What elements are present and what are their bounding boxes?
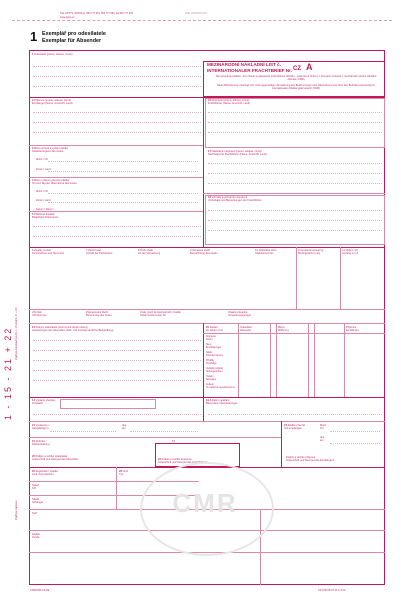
country-code: CZ [293,66,301,72]
col-packing: 8 Druh obalu Art der Verpackung [138,249,161,255]
col-weight: 11 Hrubá hmotnost kg Bruttogewicht in kg [298,249,324,255]
box17-line [208,163,382,164]
rule [29,247,385,248]
rule [203,333,385,334]
sum-label: Zaplatí Kunde [32,533,40,539]
box16-label: 16 Dopravce (jméno, adresa, země) Frachtführer (Name, Anschrift, Land) [208,99,251,105]
box17-label: 17 Následující dopravci (jméno, adresa, země) Nachfolgende Frachtführer (Name, Anschrift, Land) [208,150,267,156]
box14-label: 14 Výplatní předpisy Frankatur [32,399,56,405]
box18-line [208,210,382,211]
box19-label: 19 Zvláštní ujednání Besondere Vereinbarungen [206,399,238,405]
box2-label: 2 Příjemce (jméno, adresa, země) Empfänger (Name, Anschrift, Land) [32,99,73,105]
box16-line [208,132,382,133]
box3-city-label: Místo / Ort [36,158,49,161]
box3-line [48,171,198,172]
vehicle-trailer-label: Návěs Anhänger [32,498,44,504]
charge-other: Ostatní Sonstiges [206,376,217,381]
rule [29,211,203,212]
charges-col [270,323,271,397]
title-cz: MEZINÁRODNÍ NÁKLADNÍ LIST č. [207,62,282,67]
box13-line [33,380,201,381]
rule [29,177,203,178]
box4-line [48,202,198,203]
adr-name: Pojmenování zboží Benennung des Gutes [86,311,112,317]
box24-line [330,431,380,432]
box21-label: 21 Vystaveno v Ausgefertigt in [32,424,50,430]
box4-country-label: Země / Land [36,199,51,202]
box24-label: 24 Zásilku převzal Gut empfangen [284,424,305,430]
charge-total: Celkem Zu zahlende Gesamtsumme [206,384,235,389]
side-instruction-1: Vyplňuje odesílatel (oddíly 1 - 15 včetně, 21 + 22) [15,307,18,360]
box16-frame [205,98,385,148]
box5-line [33,236,201,237]
box18-line [208,230,382,231]
box4-label: 4 Místo a datum převzetí zásilky Ort und Tag der Übernahme des Gutes [32,179,77,185]
charge-other-fees: Vedlejší poplatky Nebengebühren [206,368,224,373]
box14-input[interactable] [60,399,156,409]
vehicle-col [116,467,117,509]
tear-line [12,20,392,21]
charge-balance: Saldo Zwischensumme [206,352,224,357]
charges-col [344,323,345,397]
box24-date-label: dne am [320,436,325,442]
box21-date-label: dne am [122,424,127,430]
box13-line [33,350,201,351]
box3-label: 3 Místo určené k vydání zásilky Auslieferungsort des Gutes [32,147,69,153]
charges-head-currency: Měna Währung [278,326,289,332]
box21-line [50,431,116,432]
title-de: INTERNATIONALER FRACHTBRIEF Nr. [207,67,292,73]
charges-col [276,323,277,397]
box15-label: 15 Dobírka Rückerstattung [32,440,50,446]
box19-line [208,414,382,415]
box2-line [33,112,201,113]
box26-label: 26 Druh Typ [119,470,129,476]
adr-labels: Čísla vzorů bezpečnostních značek Gefahrzettelmuster-Nr. [140,311,181,317]
copy-title-cz: Exemplář pro odesílatele [42,31,106,37]
box13-line [33,340,201,341]
cmr-watermark: CMR [172,488,238,518]
box22-label: 22 Podpis a razítko odesílatele Unterschrift und Stempel des Absenders [32,455,79,461]
box18-line [208,220,382,221]
col-marks: 6 Značky a čísla Kennzeichen und Nummern [32,249,65,255]
box4-line [48,193,198,194]
rule [29,309,385,310]
footer-right: OP 1008 06.07.16 1/ 5.09 [318,589,346,592]
rule [29,397,385,398]
box1-line [33,86,201,87]
rule [29,145,203,146]
box13-line [33,370,201,371]
rule [203,193,385,194]
column-divider [203,323,204,397]
charges-head-sender: Odesílatel Absender [240,326,252,332]
side-instruction-2: Vyplňuje dopravce [15,500,18,520]
side-section-numbers: 1 - 15 - 21 + 22 [3,326,13,420]
box4-city-label: Místo / Ort [36,190,49,193]
box24-sign-label: Podpis a razítko příjemce Unterschrift und Stempel des Empfängers [286,456,335,462]
column-divider [203,397,204,421]
printer-website: www.optys.cz [60,16,75,19]
printer-info: Tisk OPTYS, OPAVA tel. 553 777 951, 553 777 953, fax 553 777 978 [60,12,133,15]
box15-suffix: Kč [172,440,176,443]
column-divider [281,421,282,467]
box23-label: 23 Podpis a razítko dopravce Unterschrift und Stempel des Frachtführers [158,458,208,464]
charges-head-consignee: Příjemce Empfänger [346,326,359,332]
box24-line [330,443,380,444]
box1-line [33,76,201,77]
box1-line [33,66,201,67]
adr-un: UN číslo UN-Nummer [32,311,47,317]
box4-date-label: Datum / Datum [36,208,54,211]
vehicle-tractor-label: Tahač Kfz [32,484,39,490]
box5-line [33,226,201,227]
box24-place-label: Místo Ort [320,424,327,430]
copy-number: 1 [30,29,38,44]
charge-reductions: Slevy Ermäßigungen [206,344,222,349]
box2-line [33,132,201,133]
charges-col [308,323,309,397]
rule [29,437,281,438]
box16-line [208,112,382,113]
box13-label: 13 Pokyny odesílatele (celní a jiné úřední úkony) Anweisungen des Absenders (Zoll- und sonstige amtliche Behandlung) [32,326,114,332]
box18-label: 18 Výhrady a poznámky dopravce Vorbehalte und Bemerkungen der Frachtführer [208,196,262,202]
box21-line [130,431,198,432]
cmr-notice-cz: Tato přeprava podléhá - bez ohledu na jakoukoliv protichůdnou doložku - ustanovení Úmluvy o přepravní smlouvě v mezinárodní silniční nákladní dopravě (CMR) [215,75,377,81]
charge-supplements: Přirážky Zuschläge [206,360,217,365]
copy-title-de: Exemplar für Absender [42,37,102,44]
col-divider [340,247,341,309]
col-packages: 7 Počet kusů Anzahl der Packstücke [86,249,113,255]
box16-line [208,122,382,123]
series-letter: A [306,62,313,72]
tear-here-label: ZDE ODTRHNOUT [185,12,208,15]
box5-label: 5 Přiložené doklady Beigefügte Dokumente [32,213,59,219]
box17-line [208,173,382,174]
col-statistics: 10 Statistické číslo Statistiknummer [255,249,277,255]
column-divider [203,97,204,247]
box17-line [208,183,382,184]
box25-label: 25 Registrační značka Amtl. Kennzeichen [32,470,58,476]
charges-col [314,323,315,397]
box20-label: 20 Zaplatí Zu zahlen vom [206,326,224,332]
col-divider [296,247,297,309]
rule [29,323,385,324]
box13-line [33,360,201,361]
col-goods: 9 Označení zboží Bezeichnung des Gutes [190,249,218,255]
charge-freight: Dopravné Fracht [206,336,216,341]
rule [29,421,385,422]
tariff-label: Tarif [32,512,37,515]
footer-left: CMR/2008 CZ-DE [30,589,50,592]
charges-col [238,323,239,397]
col-volume: 12 Objem m3 Umfang in m3 [342,249,359,255]
box3-country-label: Země / Land [36,168,51,171]
adr-group: Obalová skupina Verpackungsgruppe [228,311,252,317]
box1-label: 1 Odesílatel (jméno, adresa, země) [32,53,73,56]
box14-line [33,414,201,415]
cmr-notice-de: Diese Beförderung unterliegt trotz einer gegenteiligen Abmachung den Bestimmungen des Übereinkommens über den Beförderungsvertrag im internationalen Straßengüterverkehr (CMR) [217,84,375,90]
box2-line [33,122,201,123]
box3-line [48,161,198,162]
